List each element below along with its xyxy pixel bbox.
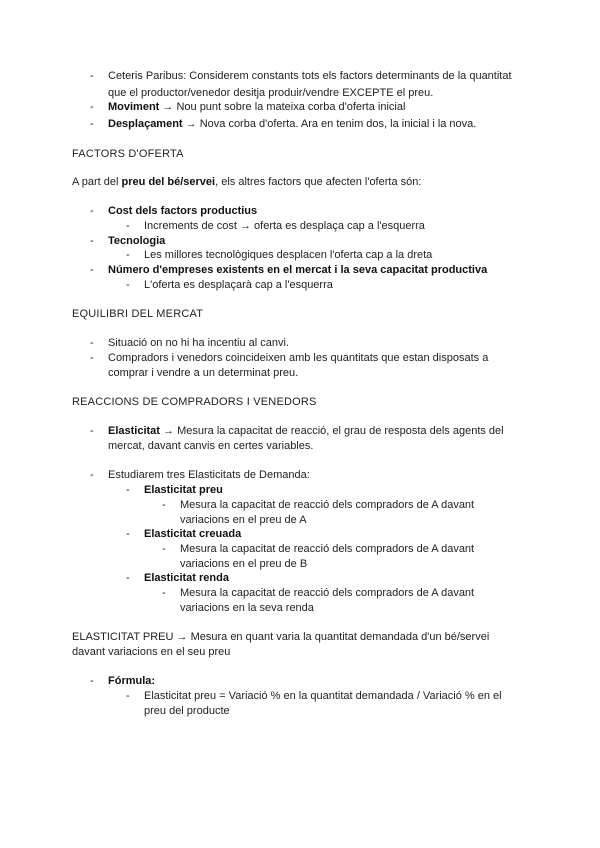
elasticitat-definition <box>108 424 504 439</box>
bullet-dash: - <box>162 543 166 555</box>
moviment-term: Moviment <box>108 101 160 113</box>
bullet-dash: - <box>126 484 130 496</box>
elasticitat-definition-line-2: mercat, davant canvis en certes variables. <box>108 440 314 452</box>
empreses-factor <box>108 263 487 278</box>
elasticitat-term: Elasticitat <box>108 425 160 437</box>
bullet-dash: - <box>126 249 130 261</box>
elasticitat-preu-heading-line-2: davant variacions en el seu preu <box>72 646 231 658</box>
formula-label: Fórmula: <box>108 675 156 687</box>
elasticitat-renda-label: Elasticitat renda <box>144 572 229 584</box>
factors-intro-bold: preu del bé/servei <box>121 176 216 188</box>
bullet-dash: - <box>126 690 130 702</box>
elasticitat-preu-detail-2: variacions en el preu de A <box>180 514 307 526</box>
bullet-dash: - <box>162 499 166 511</box>
elasticitat-renda-detail-2: variacions en la seva renda <box>180 602 314 614</box>
elasticitat-renda-item <box>144 571 229 586</box>
tecnologia-label: Tecnologia <box>108 235 166 247</box>
elasticitat-renda-detail-1: Mesura la capacitat de reacció dels compradors de A davant <box>180 587 475 599</box>
tecnologia-detail: Les millores tecnològiques desplacen l'oferta cap a la dreta <box>144 249 433 261</box>
equilibri-heading: EQUILIBRI DEL MERCAT <box>72 308 204 320</box>
reaccions-heading: REACCIONS DE COMPRADORS I VENEDORS <box>72 396 317 408</box>
elasticitat-preu-label: Elasticitat preu <box>144 484 223 496</box>
desplacament-term: Desplaçament <box>108 118 183 130</box>
elasticitat-creuada-detail-1: Mesura la capacitat de reacció dels compradors de A davant <box>180 543 475 555</box>
desplacament-definition: → Nova corba d'oferta. Ara en tenim dos, la inicial i la nova. <box>182 118 477 130</box>
bullet-dash: - <box>90 337 94 349</box>
equilibri-item-2-line-1: Compradors i venedors coincideixen amb les quantitats que estan disposats a <box>108 352 489 364</box>
bullet-dash: - <box>90 264 94 276</box>
moviment-definition: → Nou punt sobre la mateixa corba d'oferta inicial <box>159 101 406 113</box>
elasticitat-preu-detail-1: Mesura la capacitat de reacció dels compradors de A davant <box>180 499 475 511</box>
bullet-dash: - <box>90 425 94 437</box>
equilibri-item-2-line-2: comprar i vendre a un determinat preu. <box>108 367 299 379</box>
bullet-dash: - <box>90 235 94 247</box>
elasticitat-creuada-label: Elasticitat creuada <box>144 528 242 540</box>
ceteris-paribus-line-1: Ceteris Paribus: Considerem constants tots els factors determinants de la quantitat <box>108 70 512 82</box>
bullet-dash: - <box>90 352 94 364</box>
bullet-dash: - <box>126 220 130 232</box>
bullet-dash: - <box>126 279 130 291</box>
bullet-dash: - <box>162 587 166 599</box>
bullet-dash: - <box>126 572 130 584</box>
empreses-label: Número d'empreses existents en el mercat i la seva capacitat productiva <box>108 264 488 276</box>
factors-intro <box>72 175 421 190</box>
bullet-dash: - <box>90 118 94 130</box>
desplacament-item <box>108 117 476 132</box>
elasticitat-preu-heading-line-1: ELASTICITAT PREU → Mesura en quant varia la quantitat demandada d'un bé/servei <box>72 631 490 643</box>
formula-line-1: Elasticitat preu = Variació % en la quantitat demandada / Variació % en el <box>144 690 502 702</box>
factors-heading: FACTORS D'OFERTA <box>72 148 184 160</box>
bullet-dash: - <box>90 70 94 82</box>
cost-factor-label: Cost dels factors productius <box>108 205 258 217</box>
formula-line-2: preu del producte <box>144 705 230 717</box>
equilibri-item-1: Situació on no hi ha incentiu al canvi. <box>108 337 290 349</box>
factors-intro-post: , els altres factors que afecten l'oferta són: <box>215 176 422 188</box>
formula-item <box>108 674 155 689</box>
elasticitat-creuada-detail-2: variacions en el preu de B <box>180 558 308 570</box>
elasticitat-preu-item <box>144 483 223 498</box>
bullet-dash: - <box>90 205 94 217</box>
bullet-dash: - <box>90 469 94 481</box>
factors-intro-pre: A part del <box>72 176 122 188</box>
tecnologia-factor <box>108 234 165 249</box>
elasticitat-creuada-item <box>144 527 241 542</box>
bullet-dash: - <box>90 101 94 113</box>
empreses-detail: L'oferta es desplaçarà cap a l'esquerra <box>144 279 333 291</box>
estudiarem-line: Estudiarem tres Elasticitats de Demanda: <box>108 469 310 481</box>
cost-factor-detail: Increments de cost → oferta es desplaça cap a l'esquerra <box>144 220 425 232</box>
cost-factor <box>108 204 257 219</box>
bullet-dash: - <box>126 528 130 540</box>
moviment-item <box>108 100 405 115</box>
elasticitat-rest: → Mesura la capacitat de reacció, el grau de resposta dels agents del <box>159 425 504 437</box>
bullet-dash: - <box>90 675 94 687</box>
ceteris-paribus-line-2: que el productor/venedor desitja produir/vendre EXCEPTE el preu. <box>108 87 434 99</box>
